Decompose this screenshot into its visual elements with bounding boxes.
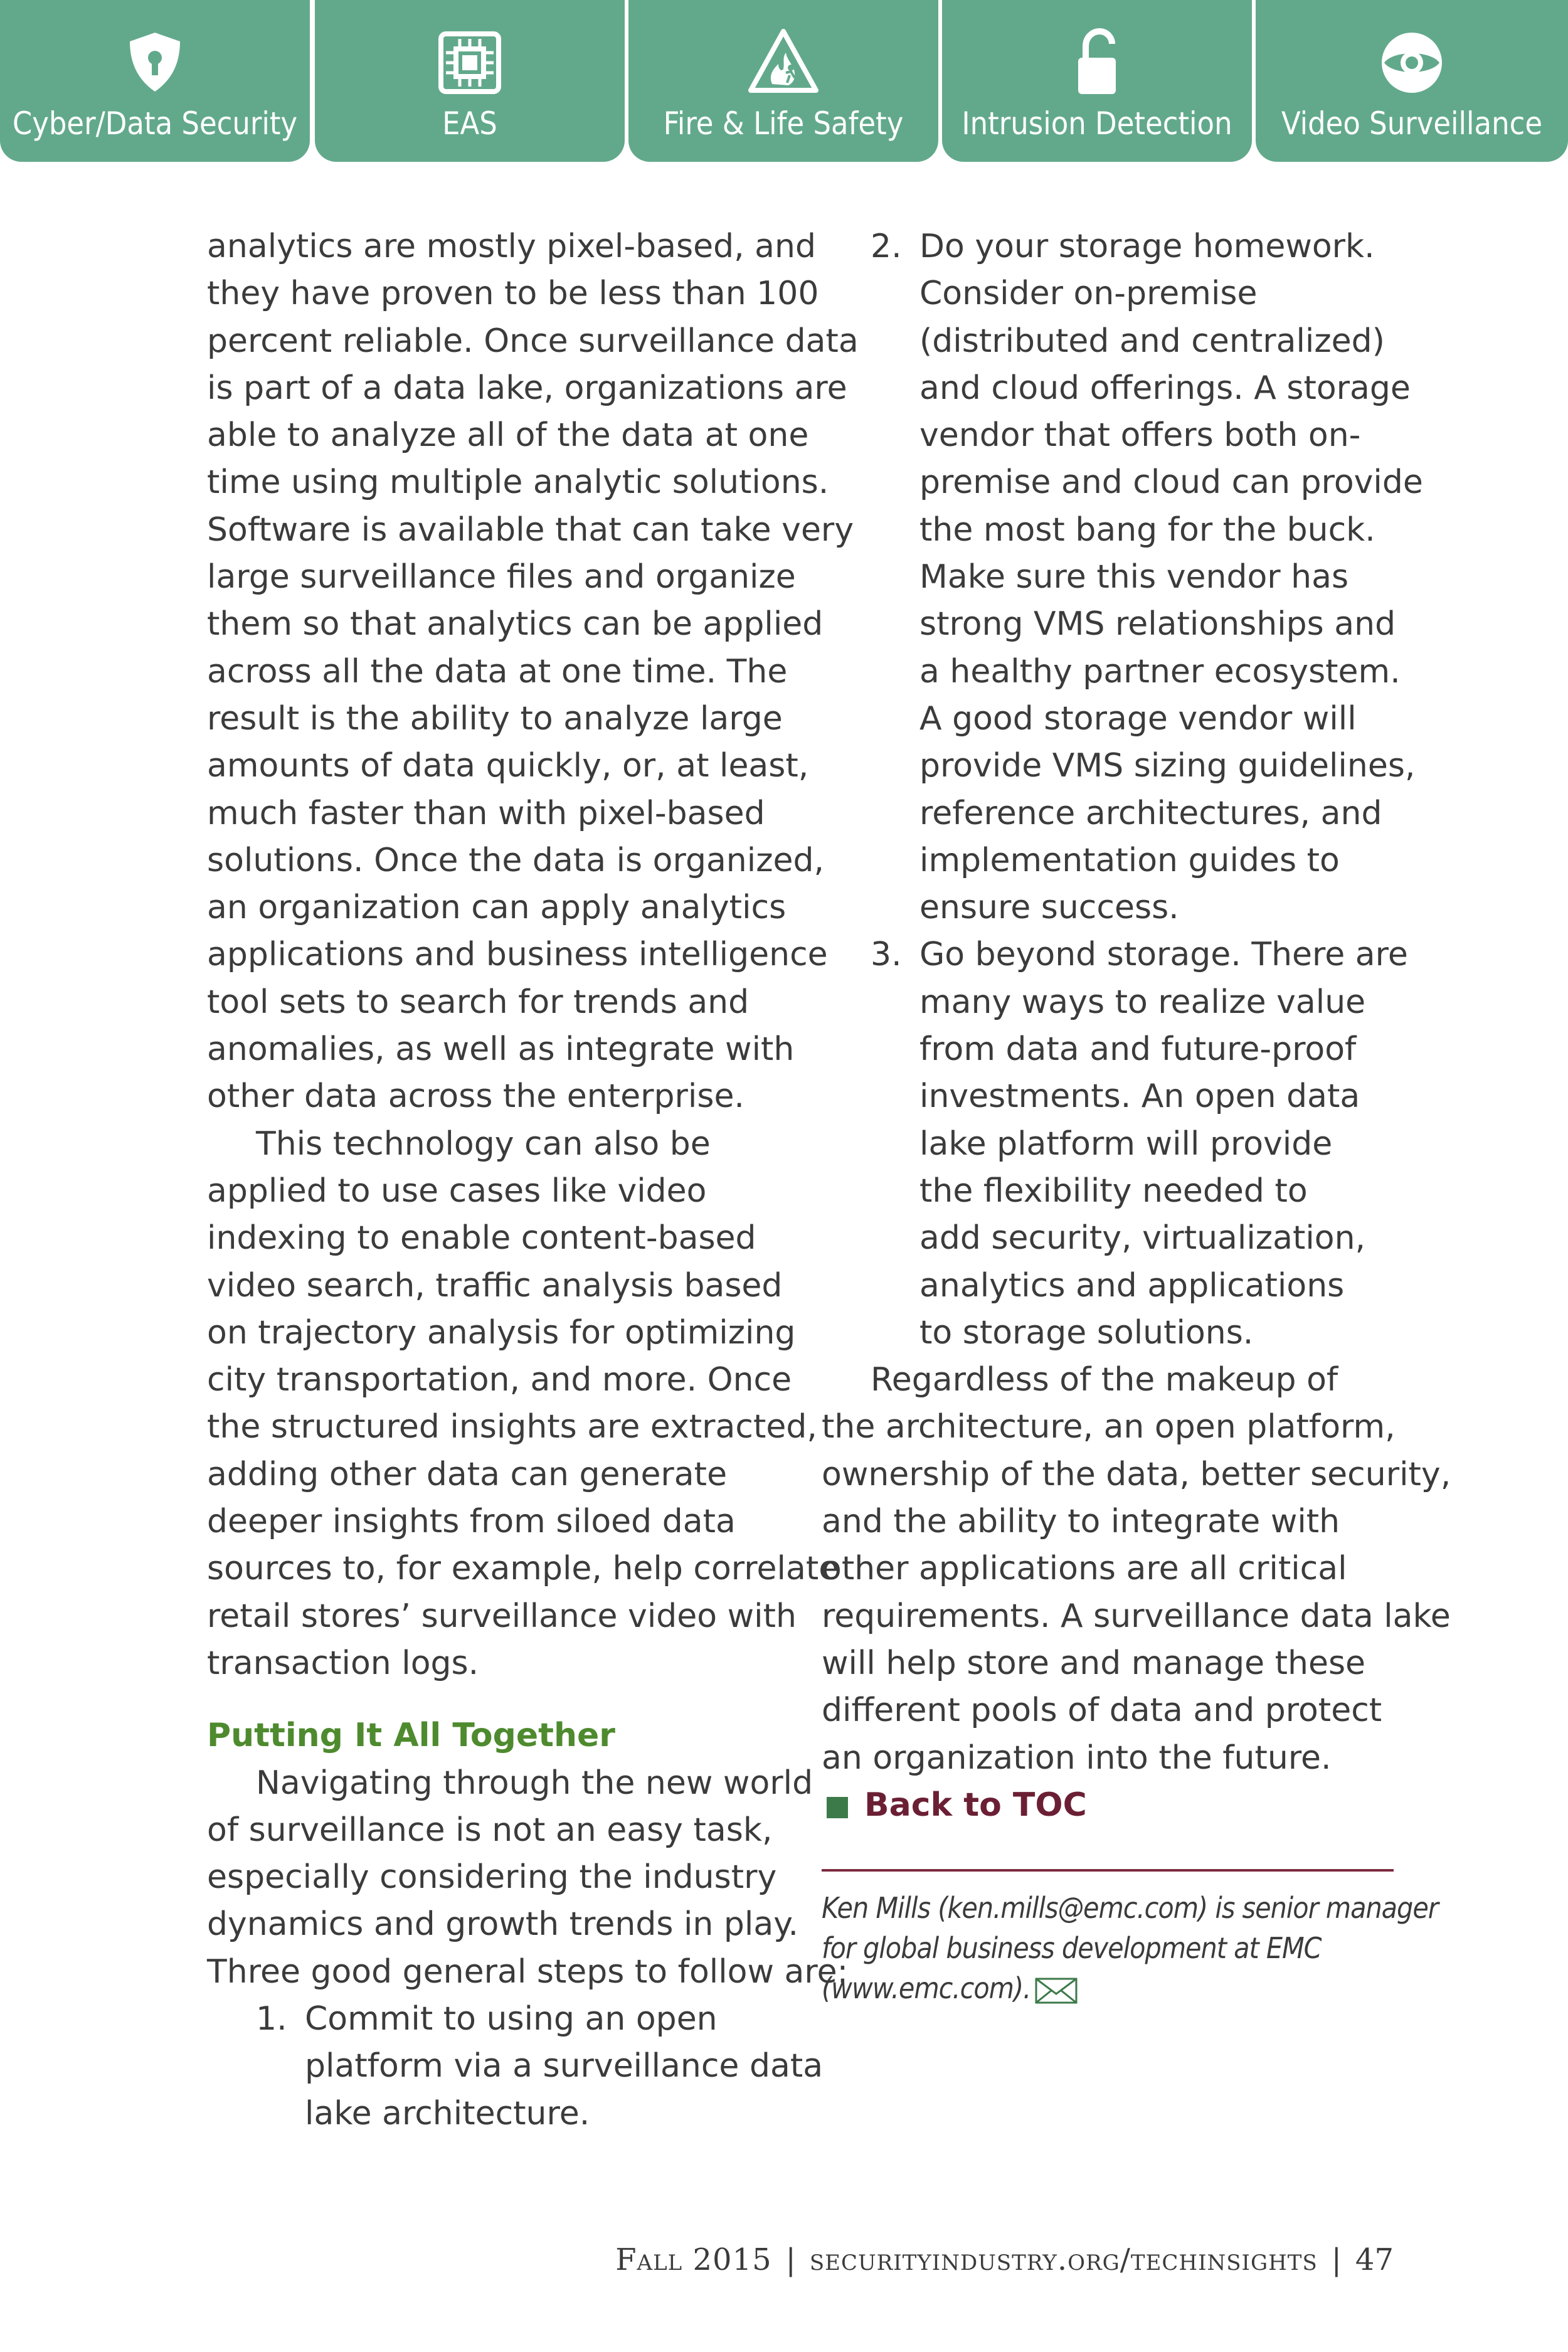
list-number: 1. bbox=[256, 2000, 287, 2038]
text-line: many ways to realize value bbox=[919, 983, 1366, 1021]
text-line: the flexibility needed to bbox=[919, 1172, 1308, 1210]
text-line: dynamics and growth trends in play. bbox=[207, 1905, 799, 1944]
text-line: provide VMS sizing guidelines, bbox=[919, 747, 1416, 785]
text-line: adding other data can generate bbox=[207, 1455, 728, 1493]
text-line: them so that analytics can be applied bbox=[207, 605, 824, 644]
spacer bbox=[207, 1687, 790, 1712]
paragraph-conclusion bbox=[822, 1357, 1451, 1782]
text-line: applied to use cases like video bbox=[207, 1172, 707, 1210]
list-item-1 bbox=[207, 1996, 824, 2137]
back-to-toc-label: Back to TOC bbox=[864, 1786, 1087, 1824]
text-line: other applications are all critical bbox=[822, 1550, 1347, 1588]
text-line: across all the data at one time. The bbox=[207, 652, 788, 691]
text-line: solutions. Once the data is organized, bbox=[207, 841, 825, 879]
text-line: vendor that offers both on- bbox=[919, 416, 1361, 455]
text-line: will help store and manage these bbox=[822, 1644, 1366, 1682]
text-line: Commit to using an open bbox=[305, 2000, 718, 2038]
section-heading: Putting It All Together bbox=[207, 1717, 615, 1755]
footer-separator: | bbox=[785, 2242, 796, 2277]
paragraph-navigating bbox=[207, 1760, 849, 1996]
text-line: Software is available that can take very bbox=[207, 511, 854, 549]
text-line: analytics are mostly pixel-based, and bbox=[207, 228, 816, 265]
text-line: different pools of data and protect bbox=[822, 1692, 1382, 1730]
left-column bbox=[207, 223, 859, 2137]
text-line: Navigating through the new world bbox=[256, 1764, 813, 1802]
text-line: on trajectory analysis for optimizing bbox=[207, 1313, 796, 1352]
text-line: much faster than with pixel-based bbox=[207, 794, 765, 832]
tab-label: Fire & Life Safety bbox=[663, 105, 904, 142]
tab-label: Cyber/Data Security bbox=[12, 105, 298, 142]
text-line: A good storage vendor will bbox=[919, 699, 1357, 738]
shield-keyhole-icon bbox=[117, 25, 193, 100]
text-line: reference architectures, and bbox=[919, 794, 1382, 832]
page-footer bbox=[615, 2242, 1394, 2277]
text-line: Three good general steps to follow are: bbox=[207, 1952, 849, 1991]
paragraph-analytics bbox=[207, 223, 859, 1121]
list-number: 3. bbox=[871, 936, 902, 974]
bio-text: (www.emc.com). bbox=[822, 1971, 1031, 2005]
text-line: ownership of the data, better security, bbox=[822, 1455, 1451, 1493]
footer-site: securityindustry.org/techinsights bbox=[809, 2242, 1318, 2277]
text-line: sources to, for example, help correlate bbox=[207, 1550, 839, 1588]
text-line: Regardless of the makeup of bbox=[871, 1361, 1338, 1399]
footer-separator: | bbox=[1331, 2242, 1342, 2277]
text-line: applications and business intelligence bbox=[207, 936, 828, 974]
text-line: add security, virtualization, bbox=[919, 1219, 1366, 1258]
text-line: and the ability to integrate with bbox=[822, 1503, 1340, 1541]
text-line: Consider on-premise bbox=[919, 275, 1258, 313]
page-number: 47 bbox=[1355, 2242, 1394, 2277]
fire-warning-icon bbox=[746, 25, 821, 100]
envelope-icon[interactable] bbox=[1034, 1976, 1078, 2005]
text-line: an organization can apply analytics bbox=[207, 889, 787, 927]
text-line: of surveillance is not an easy task, bbox=[207, 1811, 773, 1849]
text-line: from data and future-proof bbox=[919, 1030, 1357, 1069]
text-line: time using multiple analytic solutions. bbox=[207, 464, 829, 502]
list-item-2 bbox=[822, 223, 1423, 931]
text-line: deeper insights from siloed data bbox=[207, 1503, 736, 1541]
text-line: strong VMS relationships and bbox=[919, 605, 1396, 644]
tab-video-surveillance[interactable] bbox=[1256, 0, 1568, 162]
author-bio bbox=[822, 1888, 1438, 2008]
text-line: analytics and applications bbox=[919, 1266, 1345, 1305]
top-nav bbox=[0, 0, 1568, 163]
tab-eas[interactable] bbox=[315, 0, 625, 162]
padlock-icon bbox=[1059, 25, 1135, 100]
text-line: is part of a data lake, organizations are bbox=[207, 369, 847, 407]
text-line: retail stores’ surveillance video with bbox=[207, 1597, 797, 1635]
text-line: investments. An open data bbox=[919, 1078, 1360, 1116]
tab-fire-life-safety[interactable] bbox=[628, 0, 938, 162]
tab-label: Video Surveillance bbox=[1281, 105, 1543, 142]
list-item-3 bbox=[822, 931, 1408, 1357]
tab-label: Intrusion Detection bbox=[961, 105, 1232, 142]
text-line: amounts of data quickly, or, at least, bbox=[207, 747, 809, 785]
divider-rule bbox=[822, 1869, 1394, 1872]
text-line: the most bang for the buck. bbox=[919, 511, 1375, 549]
text-line: Make sure this vendor has bbox=[919, 558, 1349, 596]
chip-icon bbox=[432, 25, 507, 100]
square-bullet-icon bbox=[827, 1797, 848, 1818]
tab-cyber-data-security[interactable] bbox=[0, 0, 310, 162]
text-line: requirements. A surveillance data lake bbox=[822, 1597, 1451, 1635]
bio-line: for global business development at EMC bbox=[822, 1931, 1322, 1965]
text-line: especially considering the industry bbox=[207, 1858, 777, 1897]
text-line: transaction logs. bbox=[207, 1644, 479, 1682]
text-line: result is the ability to analyze large bbox=[207, 699, 783, 738]
text-line: (distributed and centralized) bbox=[919, 322, 1385, 360]
text-line: able to analyze all of the data at one bbox=[207, 416, 809, 455]
text-line: to storage solutions. bbox=[919, 1313, 1254, 1352]
text-line: large surveillance files and organize bbox=[207, 558, 796, 596]
text-line: percent reliable. Once surveillance data bbox=[207, 322, 859, 360]
tab-intrusion-detection[interactable] bbox=[942, 0, 1252, 162]
text-line: other data across the enterprise. bbox=[207, 1078, 744, 1116]
text-line: anomalies, as well as integrate with bbox=[207, 1030, 795, 1069]
tab-label: EAS bbox=[442, 105, 497, 142]
text-line: a healthy partner ecosystem. bbox=[919, 652, 1401, 691]
text-line: city transportation, and more. Once bbox=[207, 1361, 792, 1399]
right-column bbox=[822, 223, 1451, 1829]
text-line: indexing to enable content-based bbox=[207, 1219, 756, 1258]
text-line: Go beyond storage. There are bbox=[919, 936, 1408, 974]
text-line: the architecture, an open platform, bbox=[822, 1408, 1396, 1446]
text-line: implementation guides to bbox=[919, 841, 1340, 879]
back-to-toc-link[interactable] bbox=[822, 1782, 1408, 1829]
text-line: premise and cloud can provide bbox=[919, 464, 1423, 502]
text-line: they have proven to be less than 100 bbox=[207, 275, 819, 313]
bio-line-last bbox=[822, 1968, 1411, 2008]
text-line: an organization into the future. bbox=[822, 1739, 1332, 1777]
text-line: lake platform will provide bbox=[919, 1125, 1333, 1163]
text-line: video search, traffic analysis based bbox=[207, 1266, 783, 1305]
text-line: platform via a surveillance data bbox=[305, 2047, 824, 2085]
text-line: the structured insights are extracted, bbox=[207, 1408, 817, 1446]
text-line: tool sets to search for trends and bbox=[207, 983, 750, 1021]
list-number: 2. bbox=[871, 228, 902, 265]
text-line: lake architecture. bbox=[305, 2094, 590, 2132]
text-line: ensure success. bbox=[919, 889, 1179, 927]
footer-season: Fall 2015 bbox=[615, 2242, 772, 2277]
text-line: This technology can also be bbox=[256, 1125, 711, 1163]
bio-line: Ken Mills (ken.mills@emc.com) is senior manager bbox=[822, 1891, 1438, 1925]
text-line: and cloud offerings. A storage bbox=[919, 369, 1411, 407]
camera-eye-icon bbox=[1374, 25, 1449, 100]
text-line: Do your storage homework. bbox=[919, 228, 1375, 265]
paragraph-use-cases bbox=[207, 1121, 839, 1688]
